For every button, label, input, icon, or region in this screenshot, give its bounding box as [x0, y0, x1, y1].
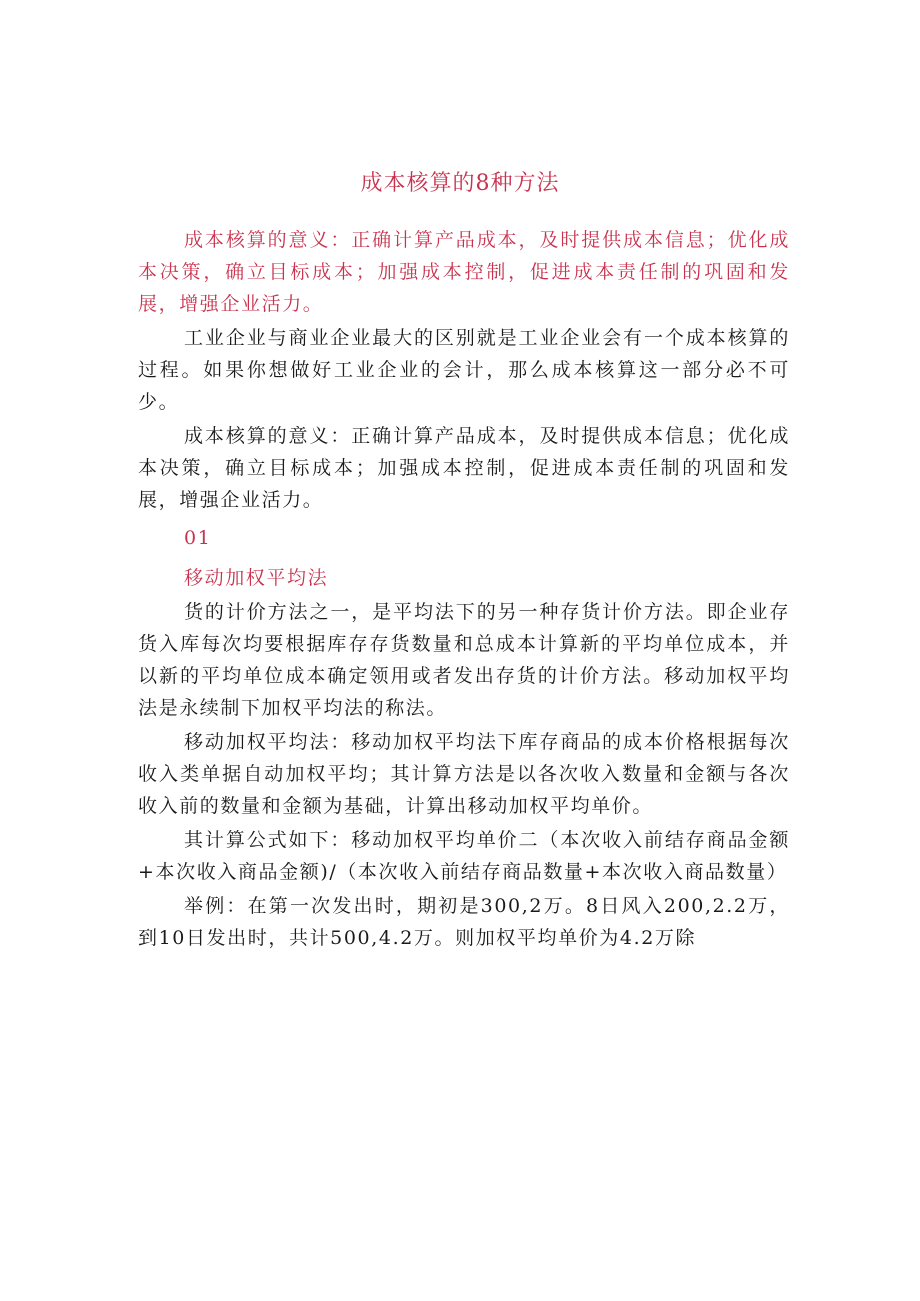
section-paragraph-2: 移动加权平均法：移动加权平均法下库存商品的成本价格根据每次收入类单据自动加权平均；其计算方法是以各次收入数量和金额与各次收入前的数量和金额为基础，计算出移动加权平均单价。 — [138, 731, 790, 817]
section-heading: 移动加权平均法 — [184, 567, 329, 589]
section-paragraph-4: 举例：在第一次发出时，期初是300,2万。8日风入200,2.2万，到10日发出时，共计500,4.2万。则加权平均单价为4.2万除 — [138, 895, 790, 949]
section-paragraph-3: 其计算公式如下：移动加权平均单价二（本次收入前结存商品金额+本次收入商品金额)/（本次收入前结存商品数量+本次收入商品数量） — [138, 829, 790, 883]
document-title: 成本核算的8种方法 — [360, 171, 560, 196]
intro-paragraph-1: 工业企业与商业企业最大的区别就是工业企业会有一个成本核算的过程。如果你想做好工业企业的会计，那么成本核算这一部分必不可少。 — [138, 327, 790, 413]
section-number: 01 — [184, 527, 212, 549]
intro-highlight-paragraph: 成本核算的意义：正确计算产品成本，及时提供成本信息；优化成本决策，确立目标成本；加强成本控制，促进成本责任制的巩固和发展，增强企业活力。 — [138, 229, 790, 315]
document-body — [138, 224, 790, 956]
intro-paragraph-2: 成本核算的意义：正确计算产品成本，及时提供成本信息；优化成本决策，确立目标成本；加强成本控制，促进成本责任制的巩固和发展，增强企业活力。 — [138, 425, 790, 511]
section-paragraph-1: 货的计价方法之一，是平均法下的另一种存货计价方法。即企业存货入库每次均要根据库存存货数量和总成本计算新的平均单位成本，并以新的平均单位成本确定领用或者发出存货的计价方法。移动加权平均法是永续制下加权平均法的称法。 — [138, 601, 790, 719]
